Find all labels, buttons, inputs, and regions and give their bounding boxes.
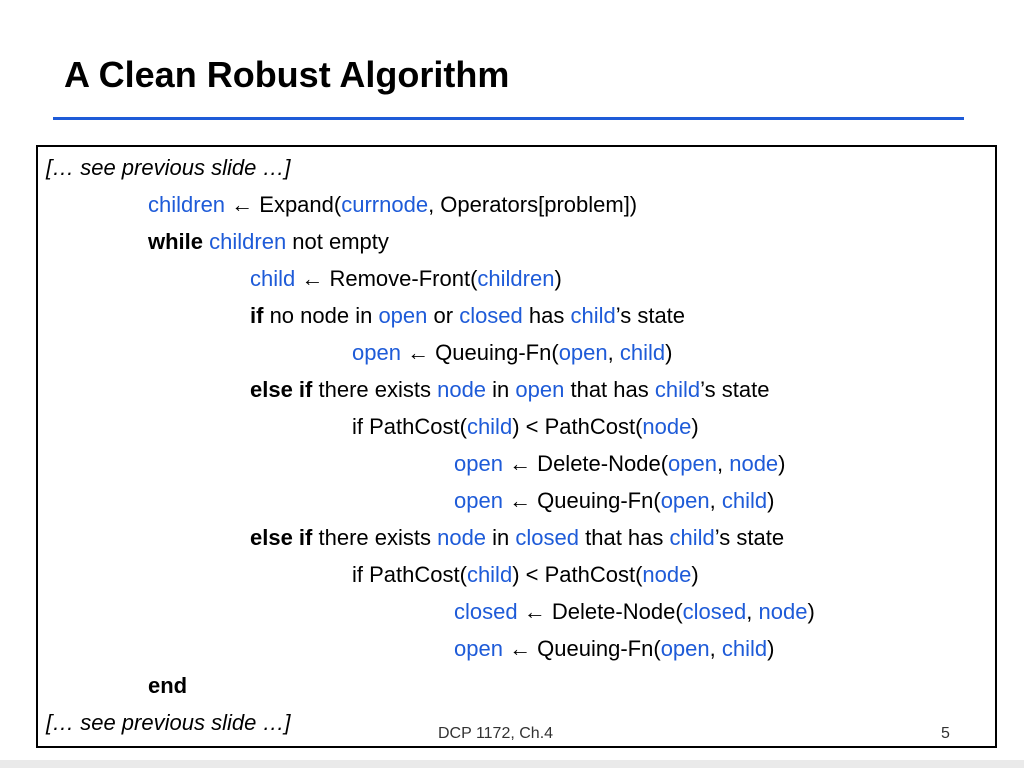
code-text: no node in (263, 303, 379, 328)
code-text: has (522, 303, 571, 328)
code-text: [… see previous slide …] (46, 155, 291, 180)
slide-page-number: 5 (941, 725, 950, 742)
code-line (250, 371, 769, 408)
code-variable: open (660, 636, 710, 661)
code-variable: children (477, 266, 555, 291)
code-text: ← Queuing-Fn( (502, 636, 661, 661)
code-variable: closed (454, 599, 518, 624)
code-variable: open (515, 377, 565, 402)
code-text: ) (767, 488, 775, 513)
code-variable: child (654, 377, 701, 402)
code-line (46, 704, 291, 741)
code-variable: node (642, 562, 692, 587)
code-line (352, 556, 699, 593)
code-text: if PathCost( (352, 562, 467, 587)
code-text: ) (665, 340, 673, 365)
code-variable: open (558, 340, 608, 365)
code-variable: open (660, 488, 710, 513)
bottom-band (0, 760, 1024, 768)
code-variable: open (668, 451, 717, 476)
code-text: ) < PathCost( (512, 562, 643, 587)
code-variable: child (250, 266, 296, 291)
code-text: if PathCost( (352, 414, 467, 439)
code-line (46, 149, 291, 186)
code-variable: closed (682, 599, 747, 624)
code-variable: node (758, 599, 808, 624)
code-text: in (486, 377, 516, 402)
code-variable: currnode (341, 192, 429, 217)
code-text: in (486, 525, 516, 550)
code-line (454, 630, 774, 667)
code-text: , (716, 451, 730, 476)
code-line (148, 223, 389, 260)
code-variable: node (437, 525, 487, 550)
code-keyword: end (148, 673, 188, 698)
code-variable: open (378, 303, 428, 328)
code-text: , (709, 636, 722, 661)
code-text: ’s state (714, 525, 785, 550)
code-variable: node (642, 414, 692, 439)
code-text: or (427, 303, 460, 328)
code-variable: children (209, 229, 287, 254)
code-variable: open (352, 340, 401, 365)
code-text: ’s state (615, 303, 686, 328)
code-text: ← Queuing-Fn( (502, 488, 661, 513)
pseudocode-box (36, 145, 997, 748)
code-variable: node (729, 451, 779, 476)
code-variable: child (466, 562, 513, 587)
code-line (352, 334, 672, 371)
slide-title: A Clean Robust Algorithm (64, 54, 510, 95)
code-text: ) < PathCost( (512, 414, 643, 439)
code-text: ’s state (700, 377, 770, 402)
code-variable: child (570, 303, 616, 328)
code-keyword: else if (250, 377, 313, 402)
code-line (454, 482, 774, 519)
title-underline (53, 117, 964, 120)
code-variable: open (454, 488, 503, 513)
code-variable: child (669, 525, 715, 550)
code-line (148, 667, 187, 704)
code-line (352, 408, 699, 445)
code-text: there exists (312, 525, 438, 550)
code-line (250, 260, 562, 297)
code-text: ) (807, 599, 815, 624)
code-text: , (709, 488, 722, 513)
code-text: [… see previous slide …] (46, 710, 291, 735)
code-text: ← Remove-Front( (295, 266, 478, 291)
code-keyword: if (250, 303, 264, 328)
code-text: ← Expand( (225, 192, 342, 217)
code-variable: child (619, 340, 666, 365)
footer-course-label: DCP 1172, Ch.4 (438, 725, 554, 742)
code-text: not empty (286, 229, 389, 254)
code-line (250, 297, 685, 334)
code-variable: child (721, 636, 768, 661)
code-text: ← Delete-Node( (517, 599, 683, 624)
code-variable: children (148, 192, 226, 217)
code-variable: closed (515, 525, 579, 550)
code-text: ) (691, 562, 699, 587)
code-text: , Operators[problem]) (428, 192, 638, 217)
code-line (454, 593, 815, 630)
code-keyword: while (148, 229, 204, 254)
code-text: that has (564, 377, 655, 402)
code-line (454, 445, 786, 482)
code-variable: open (454, 451, 503, 476)
code-variable: node (437, 377, 487, 402)
code-text: ) (554, 266, 562, 291)
code-text: that has (579, 525, 670, 550)
code-variable: open (454, 636, 503, 661)
code-text: there exists (312, 377, 438, 402)
code-keyword: else if (250, 525, 313, 550)
code-variable: child (466, 414, 513, 439)
code-line (250, 519, 784, 556)
code-text: ) (767, 636, 775, 661)
code-text: ← Delete-Node( (502, 451, 669, 476)
code-text: ) (778, 451, 786, 476)
code-text: , (746, 599, 759, 624)
code-variable: closed (459, 303, 523, 328)
code-text: ← Queuing-Fn( (400, 340, 559, 365)
code-text: ) (691, 414, 699, 439)
code-text: , (607, 340, 620, 365)
code-variable: child (721, 488, 768, 513)
code-line (148, 186, 637, 223)
